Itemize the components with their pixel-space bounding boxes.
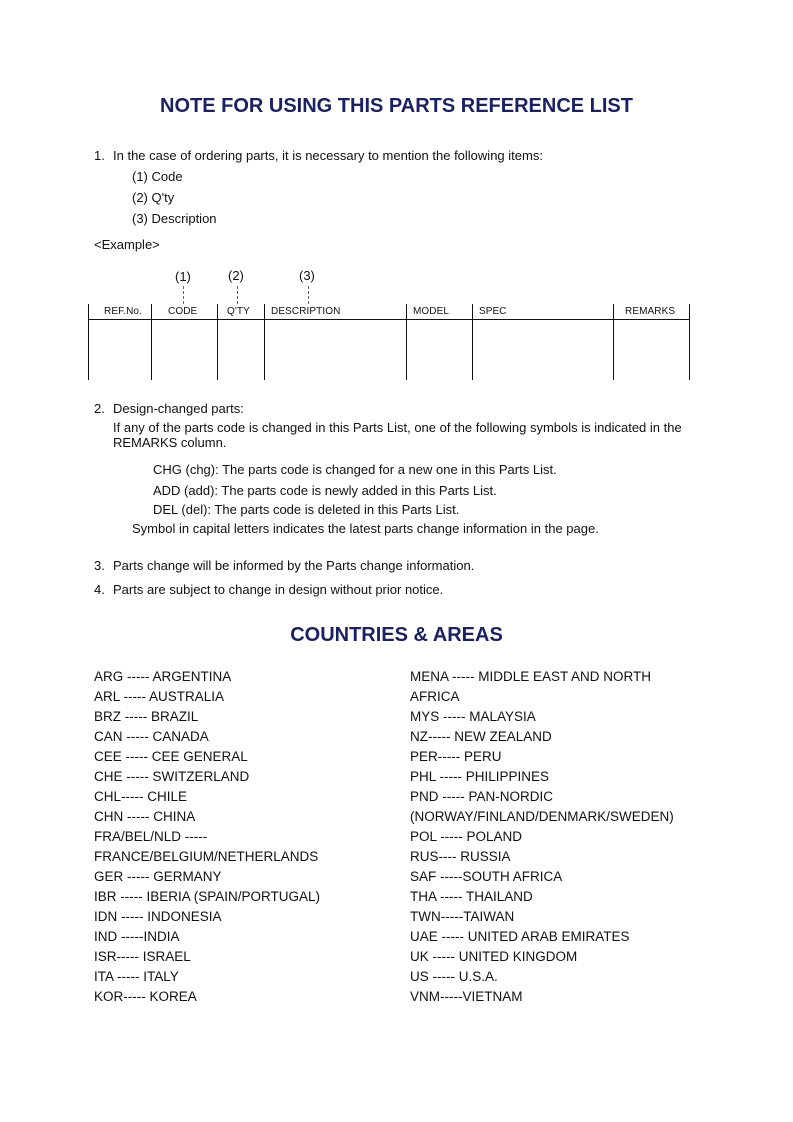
table-header-description: DESCRIPTION [271,306,341,317]
callout-2-leader [237,286,238,304]
country-entry: AFRICA [410,689,460,704]
country-entry: SAF -----SOUTH AFRICA [410,869,563,884]
country-entry: (NORWAY/FINLAND/DENMARK/SWEDEN) [410,809,674,824]
callout-1-leader [183,286,184,304]
item-1-sub-description: (3) Description [132,211,217,226]
country-entry: CEE ----- CEE GENERAL [94,749,248,764]
country-entry: THA ----- THAILAND [410,889,533,904]
countries-left-column [94,667,320,1007]
callout-3-leader [308,286,309,304]
example-label: <Example> [94,237,160,252]
country-entry: CHN ----- CHINA [94,809,196,824]
country-entry: TWN-----TAIWAN [410,909,515,924]
country-entry: ISR----- ISRAEL [94,949,191,964]
item-3-number: 3. [94,558,105,573]
item-2-line-1: If any of the parts code is changed in this Parts List, one of the following symbols is indicated in the [113,420,682,435]
table-column-divider [472,304,473,380]
item-4-number: 4. [94,582,105,597]
country-entry: POL ----- POLAND [410,829,523,844]
country-entry: RUS---- RUSSIA [410,849,511,864]
table-header-qty: Q'TY [227,306,250,317]
callout-1: (1) [175,269,191,284]
country-entry: CAN ----- CANADA [94,729,209,744]
country-entry: UAE ----- UNITED ARAB EMIRATES [410,929,630,944]
country-entry: CHL----- CHILE [94,789,187,804]
item-1-sub-code: (1) Code [132,169,183,184]
table-header-spec: SPEC [479,306,507,317]
symbol-del: DEL (del): The parts code is deleted in this Parts List. [153,502,460,517]
item-3-text: Parts change will be informed by the Parts change information. [113,558,475,573]
table-column-divider [217,304,218,380]
country-entry: ARL ----- AUSTRALIA [94,689,225,704]
table-column-divider [613,304,614,380]
country-entry: NZ----- NEW ZEALAND [410,729,552,744]
countries-right-column [410,667,674,1007]
country-entry: GER ----- GERMANY [94,869,222,884]
item-2-number: 2. [94,401,105,416]
item-4-text: Parts are subject to change in design without prior notice. [113,582,444,597]
table-column-divider [151,304,152,380]
item-1-text: In the case of ordering parts, it is necessary to mention the following items: [113,148,543,163]
table-border [88,304,89,380]
country-entry: FRA/BEL/NLD ----- [94,829,208,844]
country-entry: PND ----- PAN-NORDIC [410,789,553,804]
table-column-divider [406,304,407,380]
table-header-remarks: REMARKS [625,306,676,317]
country-entry: PER----- PERU [410,749,502,764]
country-entry: MENA ----- MIDDLE EAST AND NORTH [410,669,652,684]
item-1-sub-qty: (2) Q'ty [132,190,175,205]
country-entry: CHE ----- SWITZERLAND [94,769,250,784]
table-header-code: CODE [168,306,198,317]
page-title: NOTE FOR USING THIS PARTS REFERENCE LIST [160,95,633,117]
country-entry: US ----- U.S.A. [410,969,498,984]
country-entry: UK ----- UNITED KINGDOM [410,949,578,964]
table-header-model: MODEL [413,306,450,317]
country-entry: ARG ----- ARGENTINA [94,669,232,684]
country-entry: BRZ ----- BRAZIL [94,709,199,724]
country-entry: IND -----INDIA [94,929,180,944]
item-2-line-2: REMARKS column. [113,435,227,450]
item-2-footer: Symbol in capital letters indicates the latest parts change information in the page. [132,521,599,536]
item-2-heading: Design-changed parts: [113,401,244,416]
country-entry: VNM-----VIETNAM [410,989,523,1004]
country-entry: ITA ----- ITALY [94,969,179,984]
symbol-chg: CHG (chg): The parts code is changed for a new one in this Parts List. [153,462,557,477]
table-header-rule [88,319,690,320]
callout-2: (2) [228,268,244,283]
country-entry: IBR ----- IBERIA (SPAIN/PORTUGAL) [94,889,321,904]
country-entry: IDN ----- INDONESIA [94,909,222,924]
table-border [689,304,690,380]
callout-3: (3) [299,268,315,283]
table-column-divider [264,304,265,380]
country-entry: KOR----- KOREA [94,989,197,1004]
table-header-refno: REF.No. [104,306,142,317]
symbol-add: ADD (add): The parts code is newly added in this Parts List. [153,483,497,498]
countries-title: COUNTRIES & AREAS [290,624,503,646]
country-entry: FRANCE/BELGIUM/NETHERLANDS [94,849,319,864]
item-1-number: 1. [94,148,105,163]
country-entry: MYS ----- MALAYSIA [410,709,536,724]
country-entry: PHL ----- PHILIPPINES [410,769,550,784]
